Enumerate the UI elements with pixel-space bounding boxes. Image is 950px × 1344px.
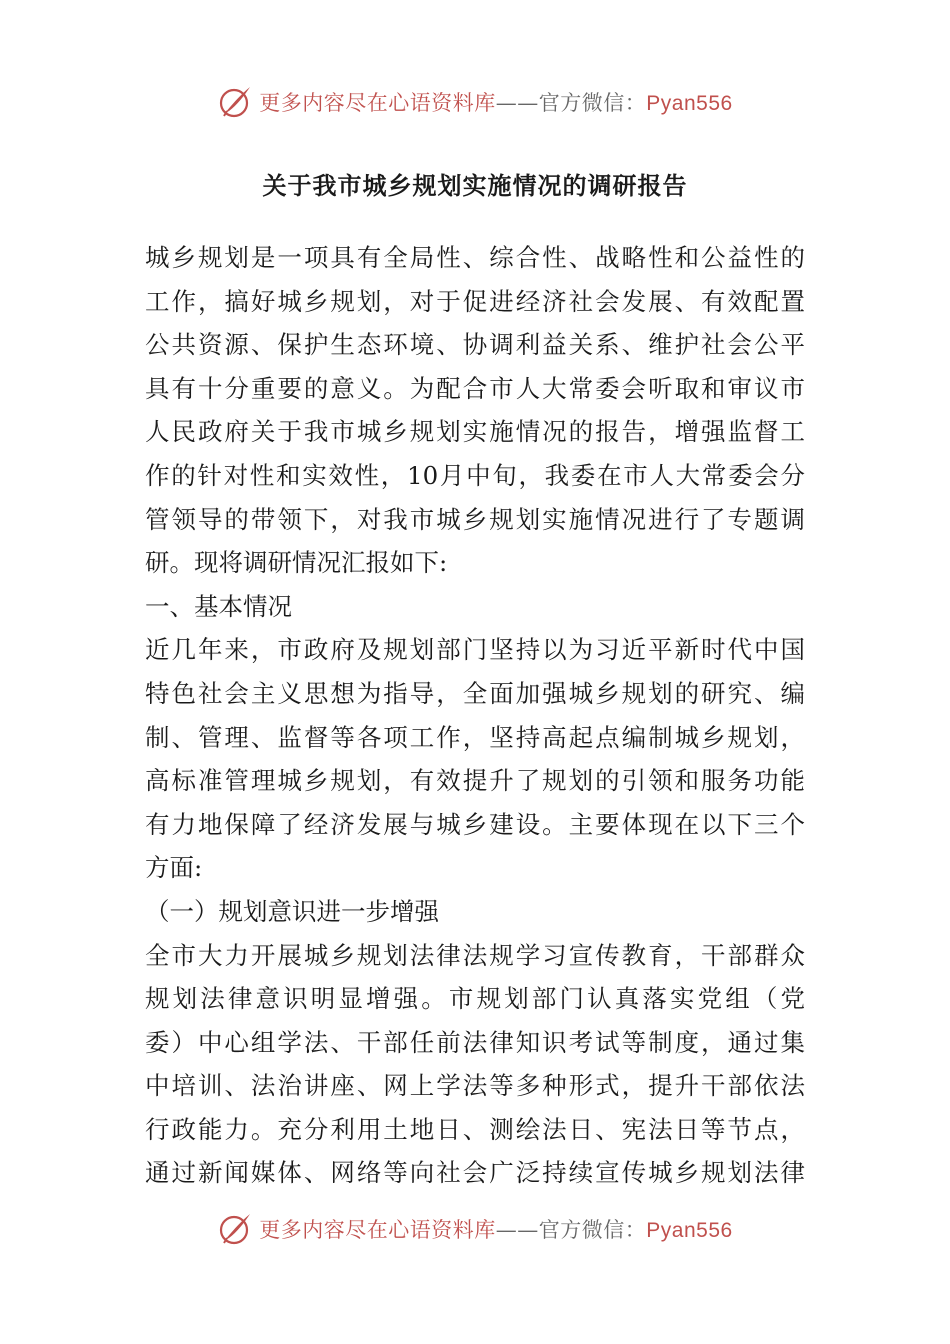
banner-text (259, 87, 732, 117)
body-line: 制、管理、监督等各项工作，坚持高起点编制城乡规划， (145, 722, 805, 752)
document-body (145, 236, 805, 1195)
banner-main-text: 更多内容尽在心语资料库 (259, 91, 496, 115)
body-line: 特色社会主义思想为指导，全面加强城乡规划的研究、编 (145, 678, 805, 708)
body-line: 研。现将调研情况汇报如下: (145, 548, 448, 578)
banner-dash: —— (495, 91, 539, 115)
body-line: 高标准管理城乡规划，有效提升了规划的引领和服务功能 (145, 766, 805, 796)
body-line: 方面: (145, 853, 203, 883)
body-line: 工作，搞好城乡规划，对于促进经济社会发展、有效配置 (145, 286, 805, 316)
body-line: （一）规划意识进一步增强 (145, 896, 439, 926)
banner-text (259, 1214, 732, 1244)
quill-pen-logo-icon (217, 84, 253, 120)
body-line: 行政能力。充分利用土地日、测绘法日、宪法日等节点， (145, 1114, 805, 1144)
body-line: 中培训、法治讲座、网上学法等多种形式，提升干部依法 (145, 1071, 805, 1101)
banner-main-text: 更多内容尽在心语资料库 (259, 1218, 496, 1242)
body-line: 人民政府关于我市城乡规划实施情况的报告，增强监督工 (145, 417, 805, 447)
body-line: 公共资源、保护生态环境、协调利益关系、维护社会公平 (145, 330, 805, 360)
banner-dash: —— (495, 1218, 539, 1242)
banner-account: Pyan556 (646, 1219, 733, 1242)
banner-wechat-label: 官方微信： (538, 91, 647, 115)
body-line: 城乡规划是一项具有全局性、综合性、战略性和公益性的 (145, 243, 805, 272)
banner-wechat-label: 官方微信： (538, 1218, 647, 1242)
quill-pen-logo-icon (217, 1211, 253, 1247)
body-line: 具有十分重要的意义。为配合市人大常委会听取和审议市 (145, 373, 805, 403)
body-line: 一、基本情况 (145, 591, 292, 621)
document-title: 关于我市城乡规划实施情况的调研报告 (262, 171, 688, 200)
footer-banner (0, 1207, 950, 1251)
body-line: 作的针对性和实效性，10月中旬，我委在市人大常委会分 (145, 460, 805, 490)
body-line: 委）中心组学法、干部任前法律知识考试等制度，通过集 (145, 1027, 805, 1057)
body-line: 通过新闻媒体、网络等向社会广泛持续宣传城乡规划法律 (145, 1158, 805, 1188)
body-line: 近几年来，市政府及规划部门坚持以为习近平新时代中国 (145, 635, 805, 665)
body-line: 有力地保障了经济发展与城乡建设。主要体现在以下三个 (145, 809, 805, 839)
body-line: 管领导的带领下，对我市城乡规划实施情况进行了专题调 (145, 504, 805, 534)
header-banner (0, 80, 950, 124)
body-line: 规划法律意识明显增强。市规划部门认真落实党组（党 (145, 984, 805, 1014)
banner-account: Pyan556 (646, 92, 733, 115)
body-line: 全市大力开展城乡规划法律法规学习宣传教育，干部群众 (145, 940, 805, 970)
